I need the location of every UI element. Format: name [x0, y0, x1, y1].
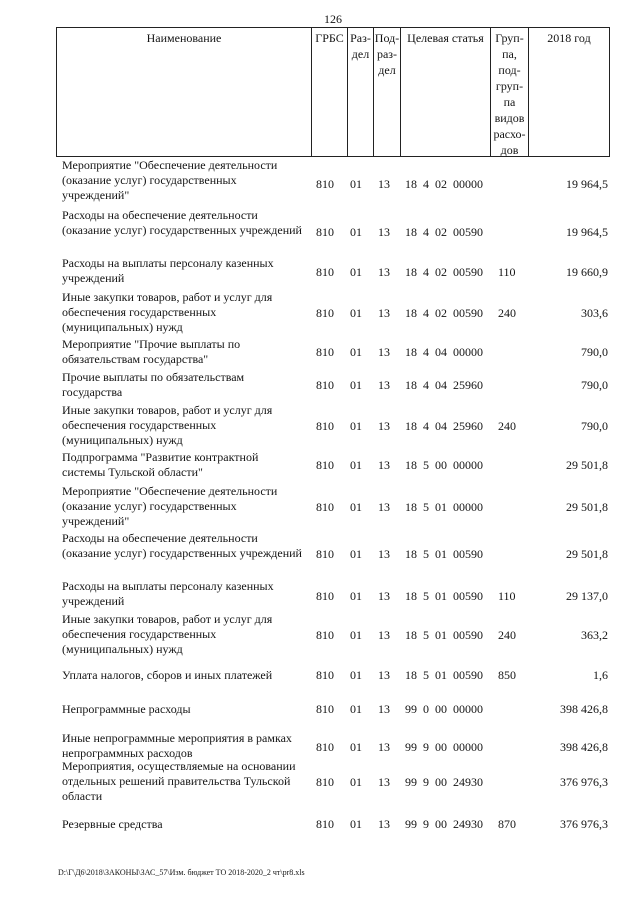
- row-name: Иные закупки товаров, работ и услуг для обеспечения государственных (муниципальных) нужд: [62, 403, 273, 447]
- row-amount: 363,2: [581, 628, 608, 642]
- header-gruppa-line: па: [503, 95, 516, 109]
- row-amount: 19 964,5: [566, 225, 608, 239]
- row-grbs: 810: [316, 306, 334, 320]
- row-razdel: 01: [350, 500, 362, 514]
- row-podrazdel: 13: [378, 817, 390, 831]
- row-razdel: 01: [350, 225, 362, 239]
- row-amount: 19 964,5: [566, 177, 608, 191]
- row-grbs: 810: [316, 500, 334, 514]
- row-amount: 29 501,8: [566, 458, 608, 472]
- row-razdel: 01: [350, 589, 362, 603]
- row-podrazdel: 13: [378, 740, 390, 754]
- row-razdel: 01: [350, 378, 362, 392]
- header-podrazdel-line: Под-: [374, 31, 400, 45]
- row-celevaya: 99 9 00 24930: [405, 775, 483, 789]
- row-podrazdel: 13: [378, 628, 390, 642]
- row-name: Расходы на обеспечение деятельности (оказание услуг) государственных учреждений: [62, 531, 302, 560]
- header-grbs-label: ГРБС: [315, 31, 344, 45]
- row-razdel: 01: [350, 775, 362, 789]
- header-name-label: Наименование: [146, 31, 222, 45]
- row-gruppa: 240: [498, 419, 516, 433]
- row-podrazdel: 13: [378, 589, 390, 603]
- row-amount: 29 501,8: [566, 500, 608, 514]
- header-year-label: 2018 год: [547, 31, 591, 45]
- row-name: Мероприятие "Обеспечение деятельности (оказание услуг) государственных учреждений": [62, 484, 278, 528]
- row-grbs: 810: [316, 775, 334, 789]
- row-amount: 790,0: [581, 419, 608, 433]
- row-razdel: 01: [350, 419, 362, 433]
- header-gruppa-line: видов: [494, 111, 525, 125]
- row-name: Мероприятия, осуществляемые на основании отдельных решений правительства Тульской области: [62, 759, 296, 803]
- row-gruppa: 110: [498, 265, 516, 279]
- row-name: Уплата налогов, сборов и иных платежей: [62, 668, 273, 682]
- row-razdel: 01: [350, 265, 362, 279]
- header-razdel-line: дел: [351, 47, 370, 61]
- row-podrazdel: 13: [378, 668, 390, 682]
- row-grbs: 810: [316, 345, 334, 359]
- row-grbs: 810: [316, 589, 334, 603]
- row-celevaya: 18 4 04 00000: [405, 345, 483, 359]
- row-podrazdel: 13: [378, 345, 390, 359]
- row-grbs: 810: [316, 547, 334, 561]
- row-celevaya: 18 4 02 00590: [405, 225, 483, 239]
- row-razdel: 01: [350, 306, 362, 320]
- header-gruppa-cell: [490, 27, 529, 157]
- row-amount: 790,0: [581, 345, 608, 359]
- header-year-cell: [528, 27, 610, 157]
- row-name: Мероприятие "Обеспечение деятельности (оказание услуг) государственных учреждений": [62, 158, 278, 202]
- row-name: Прочие выплаты по обязательствам государства: [62, 370, 245, 399]
- row-razdel: 01: [350, 345, 362, 359]
- row-amount: 376 976,3: [560, 817, 608, 831]
- row-amount: 29 137,0: [566, 589, 608, 603]
- row-celevaya: 18 4 02 00590: [405, 265, 483, 279]
- row-amount: 790,0: [581, 378, 608, 392]
- row-gruppa: 240: [498, 628, 516, 642]
- header-gruppa-line: под-: [498, 63, 521, 77]
- row-grbs: 810: [316, 177, 334, 191]
- row-razdel: 01: [350, 628, 362, 642]
- row-podrazdel: 13: [378, 265, 390, 279]
- row-amount: 1,6: [593, 668, 608, 682]
- row-amount: 376 976,3: [560, 775, 608, 789]
- row-celevaya: 18 5 01 00590: [405, 668, 483, 682]
- header-name-cell: [56, 27, 312, 157]
- row-celevaya: 18 4 04 25960: [405, 419, 483, 433]
- row-podrazdel: 13: [378, 306, 390, 320]
- row-razdel: 01: [350, 458, 362, 472]
- row-podrazdel: 13: [378, 177, 390, 191]
- header-podrazdel-cell: [373, 27, 401, 157]
- row-razdel: 01: [350, 547, 362, 561]
- row-name: Иные закупки товаров, работ и услуг для обеспечения государственных (муниципальных) нужд: [62, 290, 273, 334]
- row-gruppa: 110: [498, 589, 516, 603]
- row-gruppa: 240: [498, 306, 516, 320]
- row-podrazdel: 13: [378, 547, 390, 561]
- row-podrazdel: 13: [378, 500, 390, 514]
- row-celevaya: 18 5 01 00590: [405, 628, 483, 642]
- row-celevaya: 18 5 00 00000: [405, 458, 483, 472]
- header-gruppa-line: Груп-: [495, 31, 524, 45]
- row-celevaya: 99 9 00 24930: [405, 817, 483, 831]
- row-podrazdel: 13: [378, 419, 390, 433]
- header-podrazdel-line: дел: [378, 63, 396, 77]
- header-grbs-cell: [311, 27, 348, 157]
- header-gruppa-line: груп-: [495, 79, 524, 93]
- row-razdel: 01: [350, 740, 362, 754]
- row-name: Резервные средства: [62, 817, 163, 831]
- header-razdel-cell: [347, 27, 374, 157]
- row-name: Непрограммные расходы: [62, 702, 191, 716]
- row-podrazdel: 13: [378, 378, 390, 392]
- row-celevaya: 18 4 02 00590: [405, 306, 483, 320]
- row-name: Иные непрограммные мероприятия в рамках непрограммных расходов: [62, 731, 292, 760]
- row-podrazdel: 13: [378, 225, 390, 239]
- row-gruppa: 850: [498, 668, 516, 682]
- row-amount: 29 501,8: [566, 547, 608, 561]
- row-celevaya: 99 9 00 00000: [405, 740, 483, 754]
- row-name: Расходы на обеспечение деятельности (оказание услуг) государственных учреждений: [62, 208, 302, 237]
- row-grbs: 810: [316, 668, 334, 682]
- row-celevaya: 18 4 04 25960: [405, 378, 483, 392]
- footer-file-path: D:\Г\Д6\2018\ЗАКОНЫ\ЗАС_57\Изм. бюджет ТО 2018-2020_2 чт\pr8.xls: [58, 868, 305, 877]
- row-razdel: 01: [350, 177, 362, 191]
- row-amount: 398 426,8: [560, 740, 608, 754]
- header-celevaya-label: Целевая статья: [407, 31, 484, 45]
- header-razdel-line: Раз-: [350, 31, 371, 45]
- row-razdel: 01: [350, 702, 362, 716]
- row-grbs: 810: [316, 378, 334, 392]
- row-grbs: 810: [316, 628, 334, 642]
- row-podrazdel: 13: [378, 775, 390, 789]
- row-grbs: 810: [316, 817, 334, 831]
- row-grbs: 810: [316, 419, 334, 433]
- row-celevaya: 18 4 02 00000: [405, 177, 483, 191]
- row-grbs: 810: [316, 458, 334, 472]
- row-celevaya: 18 5 01 00000: [405, 500, 483, 514]
- row-name: Подпрограмма "Развитие контрактной системы Тульской области": [62, 450, 259, 479]
- header-gruppa-line: па,: [502, 47, 517, 61]
- row-gruppa: 870: [498, 817, 516, 831]
- row-podrazdel: 13: [378, 458, 390, 472]
- header-gruppa-line: расхо-: [493, 127, 526, 141]
- row-celevaya: 18 5 01 00590: [405, 547, 483, 561]
- row-name: Иные закупки товаров, работ и услуг для обеспечения государственных (муниципальных) нужд: [62, 612, 273, 656]
- row-razdel: 01: [350, 817, 362, 831]
- row-name: Расходы на выплаты персоналу казенных учреждений: [62, 579, 274, 608]
- row-amount: 398 426,8: [560, 702, 608, 716]
- row-name: Расходы на выплаты персоналу казенных учреждений: [62, 256, 274, 285]
- page-number: 126: [324, 12, 342, 26]
- header-gruppa-line: дов: [500, 143, 519, 157]
- row-grbs: 810: [316, 740, 334, 754]
- row-razdel: 01: [350, 668, 362, 682]
- header-celevaya-cell: [400, 27, 491, 157]
- row-podrazdel: 13: [378, 702, 390, 716]
- row-grbs: 810: [316, 225, 334, 239]
- row-celevaya: 99 0 00 00000: [405, 702, 483, 716]
- row-amount: 19 660,9: [566, 265, 608, 279]
- row-amount: 303,6: [581, 306, 608, 320]
- header-podrazdel-line: раз-: [376, 47, 398, 61]
- row-grbs: 810: [316, 702, 334, 716]
- row-name: Мероприятие "Прочие выплаты по обязательствам государства": [62, 337, 241, 366]
- row-celevaya: 18 5 01 00590: [405, 589, 483, 603]
- row-grbs: 810: [316, 265, 334, 279]
